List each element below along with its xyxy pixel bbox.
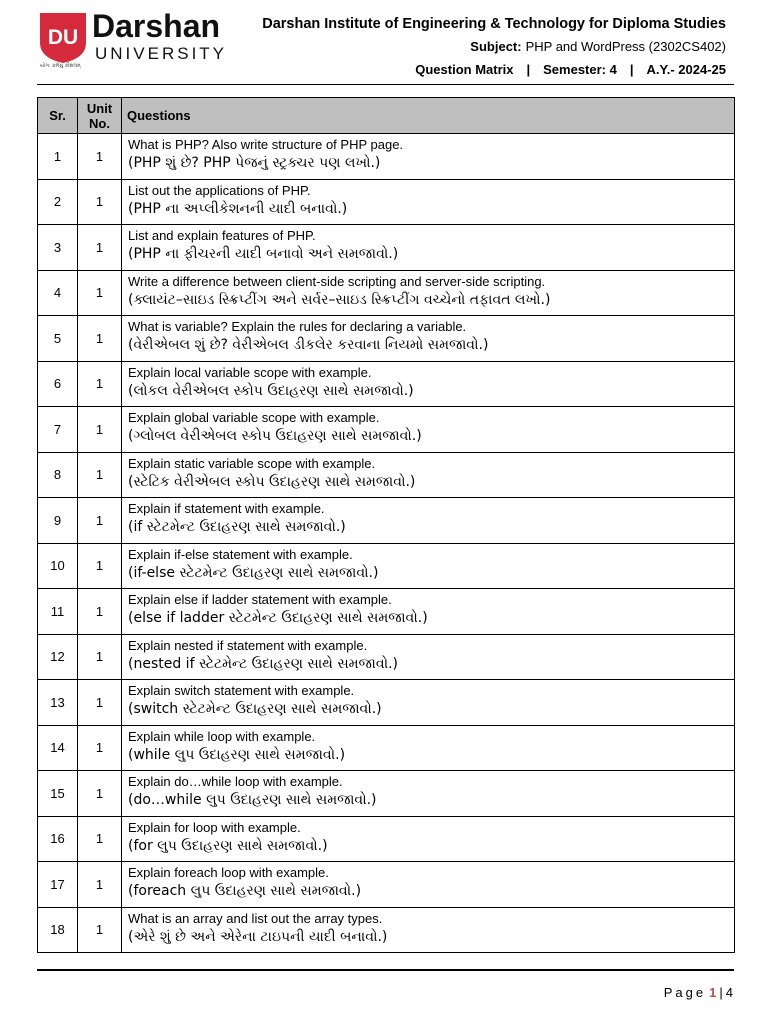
question-matrix-table — [37, 97, 735, 953]
page-number: 1 — [709, 985, 717, 1000]
sr-cell: 15 — [38, 771, 78, 817]
question-cell — [122, 452, 735, 498]
question-row — [38, 589, 735, 635]
page-label: Page — [663, 985, 707, 1000]
sr-cell: 11 — [38, 589, 78, 635]
unit-cell: 1 — [78, 907, 122, 953]
logo-brand-name: Darshan — [92, 8, 221, 44]
question-cell — [122, 361, 735, 407]
question-cell — [122, 862, 735, 908]
question-text-gujarati: (વેરીએબલ શું છે? વેરીએબલ ડીકલેર કરવાના નિયમો સમજાવો.) — [128, 337, 489, 353]
question-text-english: List and explain features of PHP. — [128, 228, 316, 243]
question-text-english: Explain foreach loop with example. — [128, 865, 329, 880]
question-text-gujarati: (PHP શું છે? PHP પેજનું સ્ટ્રક્ચર પણ લખો.) — [128, 155, 381, 171]
question-text-english: Explain if statement with example. — [128, 501, 325, 516]
sr-cell: 10 — [38, 543, 78, 589]
question-row — [38, 316, 735, 362]
question-row — [38, 907, 735, 953]
question-text-english: Explain for loop with example. — [128, 819, 301, 835]
column-header-sr: Sr. — [38, 98, 78, 134]
question-row — [38, 134, 735, 180]
sr-cell: 5 — [38, 316, 78, 362]
unit-cell: 1 — [78, 589, 122, 635]
sr-cell: 4 — [38, 270, 78, 316]
question-row — [38, 543, 735, 589]
unit-cell: 1 — [78, 543, 122, 589]
sr-cell: 17 — [38, 862, 78, 908]
question-cell — [122, 589, 735, 635]
column-header-questions: Questions — [122, 98, 735, 134]
question-row — [38, 725, 735, 771]
question-text-gujarati: (for લુપ ઉદાહરણ સાથે સમજાવો.) — [128, 837, 328, 854]
logo-tagline: યોગઃ કર્મસુ કૌશલમ્ — [40, 63, 81, 69]
unit-cell: 1 — [78, 179, 122, 225]
subject-value: PHP and WordPress (2302CS402) — [525, 39, 726, 54]
question-text-gujarati: (ગ્લોબલ વેરીએબલ સ્કોપ ઉદાહરણ સાથે સમજાવો.) — [128, 428, 422, 444]
sr-cell: 6 — [38, 361, 78, 407]
question-row — [38, 407, 735, 453]
question-text-gujarati: (PHP ના ફીચરની યાદી બનાવો અને સમજાવો.) — [128, 246, 399, 262]
unit-cell: 1 — [78, 407, 122, 453]
question-text-english: List out the applications of PHP. — [128, 182, 311, 198]
question-cell — [122, 498, 735, 544]
question-text-gujarati: (do…while લુપ ઉદાહરણ સાથે સમજાવો.) — [128, 792, 377, 808]
unit-cell: 1 — [78, 816, 122, 862]
unit-cell: 1 — [78, 134, 122, 180]
question-row — [38, 225, 735, 271]
question-text-gujarati: (while લુપ ઉદાહરણ સાથે સમજાવો.) — [128, 746, 346, 763]
unit-cell: 1 — [78, 498, 122, 544]
sr-cell: 1 — [38, 134, 78, 180]
question-table-body — [38, 134, 735, 953]
question-text-gujarati: (એરે શું છે અને એરેના ટાઇપની યાદી બનાવો.) — [128, 928, 388, 945]
total-pages: 4 — [725, 985, 733, 1000]
unit-cell: 1 — [78, 361, 122, 407]
sr-cell: 9 — [38, 498, 78, 544]
question-row — [38, 361, 735, 407]
page-separator: | — [719, 985, 723, 1000]
question-text-english: Explain do…while loop with example. — [128, 774, 343, 789]
question-text-gujarati: (else if ladder સ્ટેટમેન્ટ ઉદાહરણ સાથે સમજાવો.) — [128, 610, 428, 626]
document-meta-line — [415, 61, 726, 79]
question-text-gujarati: (foreach લુપ ઉદાહરણ સાથે સમજાવો.) — [128, 883, 362, 899]
question-row — [38, 452, 735, 498]
sr-cell: 7 — [38, 407, 78, 453]
semester: Semester: 4 — [543, 62, 617, 77]
sr-cell: 3 — [38, 225, 78, 271]
unit-cell: 1 — [78, 680, 122, 726]
document-type: Question Matrix — [415, 62, 514, 77]
question-cell — [122, 907, 735, 953]
question-cell — [122, 316, 735, 362]
question-text-gujarati: (સ્ટેટિક વેરીએબલ સ્કોપ ઉદાહરણ સાથે સમજાવો.) — [128, 473, 416, 490]
question-text-english: What is variable? Explain the rules for declaring a variable. — [128, 319, 467, 334]
question-text-gujarati: (if સ્ટેટમેન્ટ ઉદાહરણ સાથે સમજાવો.) — [128, 519, 346, 535]
question-text-english: Write a difference between client-side scripting and server-side scripting. — [128, 273, 546, 289]
question-text-gujarati: (nested if સ્ટેટમેન્ટ ઉદાહરણ સાથે સમજાવો.) — [128, 655, 398, 672]
subject-label: Subject: — [470, 39, 522, 54]
question-text-gujarati: (લોકલ વેરીએબલ સ્કોપ ઉદાહરણ સાથે સમજાવો.) — [128, 382, 414, 399]
question-row — [38, 680, 735, 726]
header-divider — [37, 84, 734, 85]
sr-cell: 13 — [38, 680, 78, 726]
meta-separator: | — [629, 62, 634, 77]
question-row — [38, 771, 735, 817]
question-text-english: Explain local variable scope with example. — [128, 364, 372, 380]
column-header-unit: Unit No. — [78, 98, 122, 134]
question-cell — [122, 225, 735, 271]
sr-cell: 18 — [38, 907, 78, 953]
question-cell — [122, 407, 735, 453]
question-text-english: Explain else if ladder statement with example. — [128, 592, 392, 607]
question-text-gujarati: (PHP ના અપ્લીકેશનની યાદી બનાવો.) — [128, 200, 348, 217]
sr-cell: 12 — [38, 634, 78, 680]
question-text-gujarati: (ક્લાયંટ–સાઇડ સ્ક્રિપ્ટીંગ અને સર્વર–સાઇડ સ્ક્રિપ્ટીંગ વચ્ચેનો તફાવત લખો.) — [128, 291, 551, 308]
unit-cell: 1 — [78, 634, 122, 680]
question-text-gujarati: (switch સ્ટેટમેન્ટ ઉદાહરણ સાથે સમજાવો.) — [128, 701, 382, 717]
unit-cell: 1 — [78, 771, 122, 817]
question-cell — [122, 543, 735, 589]
question-text-english: Explain while loop with example. — [128, 728, 316, 744]
university-logo-shield — [40, 13, 86, 63]
sr-cell: 8 — [38, 452, 78, 498]
subject-line — [470, 38, 726, 56]
question-cell — [122, 179, 735, 225]
sr-cell: 16 — [38, 816, 78, 862]
question-text-gujarati: (if-else સ્ટેટમેન્ટ ઉદાહરણ સાથે સમજાવો.) — [128, 564, 379, 581]
sr-cell: 2 — [38, 179, 78, 225]
table-header — [38, 98, 735, 134]
question-text-english: What is an array and list out the array types. — [128, 910, 383, 926]
question-text-english: Explain static variable scope with example. — [128, 455, 376, 471]
unit-cell: 1 — [78, 316, 122, 362]
question-cell — [122, 725, 735, 771]
unit-cell: 1 — [78, 270, 122, 316]
sr-cell: 14 — [38, 725, 78, 771]
question-text-english: Explain nested if statement with example. — [128, 637, 368, 653]
question-cell — [122, 771, 735, 817]
question-text-english: Explain switch statement with example. — [128, 683, 355, 698]
unit-cell: 1 — [78, 452, 122, 498]
logo-brand-sub: UNIVERSITY — [95, 44, 228, 63]
question-row — [38, 498, 735, 544]
page-footer — [664, 985, 733, 1001]
question-row — [38, 862, 735, 908]
meta-separator: | — [526, 62, 531, 77]
academic-year: A.Y.- 2024-25 — [646, 62, 726, 77]
institute-name: Darshan Institute of Engineering & Technology for Diploma Studies — [262, 16, 726, 32]
question-row — [38, 270, 735, 316]
table-header-row — [38, 98, 735, 134]
question-text-english: What is PHP? Also write structure of PHP page. — [128, 137, 404, 152]
unit-cell: 1 — [78, 725, 122, 771]
question-row — [38, 634, 735, 680]
question-row — [38, 179, 735, 225]
question-cell — [122, 634, 735, 680]
unit-cell: 1 — [78, 862, 122, 908]
question-cell — [122, 816, 735, 862]
question-cell — [122, 270, 735, 316]
logo-monogram: DU — [47, 26, 79, 49]
question-row — [38, 816, 735, 862]
footer-divider — [37, 969, 734, 971]
question-text-english: Explain global variable scope with example. — [128, 410, 380, 425]
question-cell — [122, 134, 735, 180]
question-cell — [122, 680, 735, 726]
unit-cell: 1 — [78, 225, 122, 271]
question-text-english: Explain if-else statement with example. — [128, 546, 353, 562]
